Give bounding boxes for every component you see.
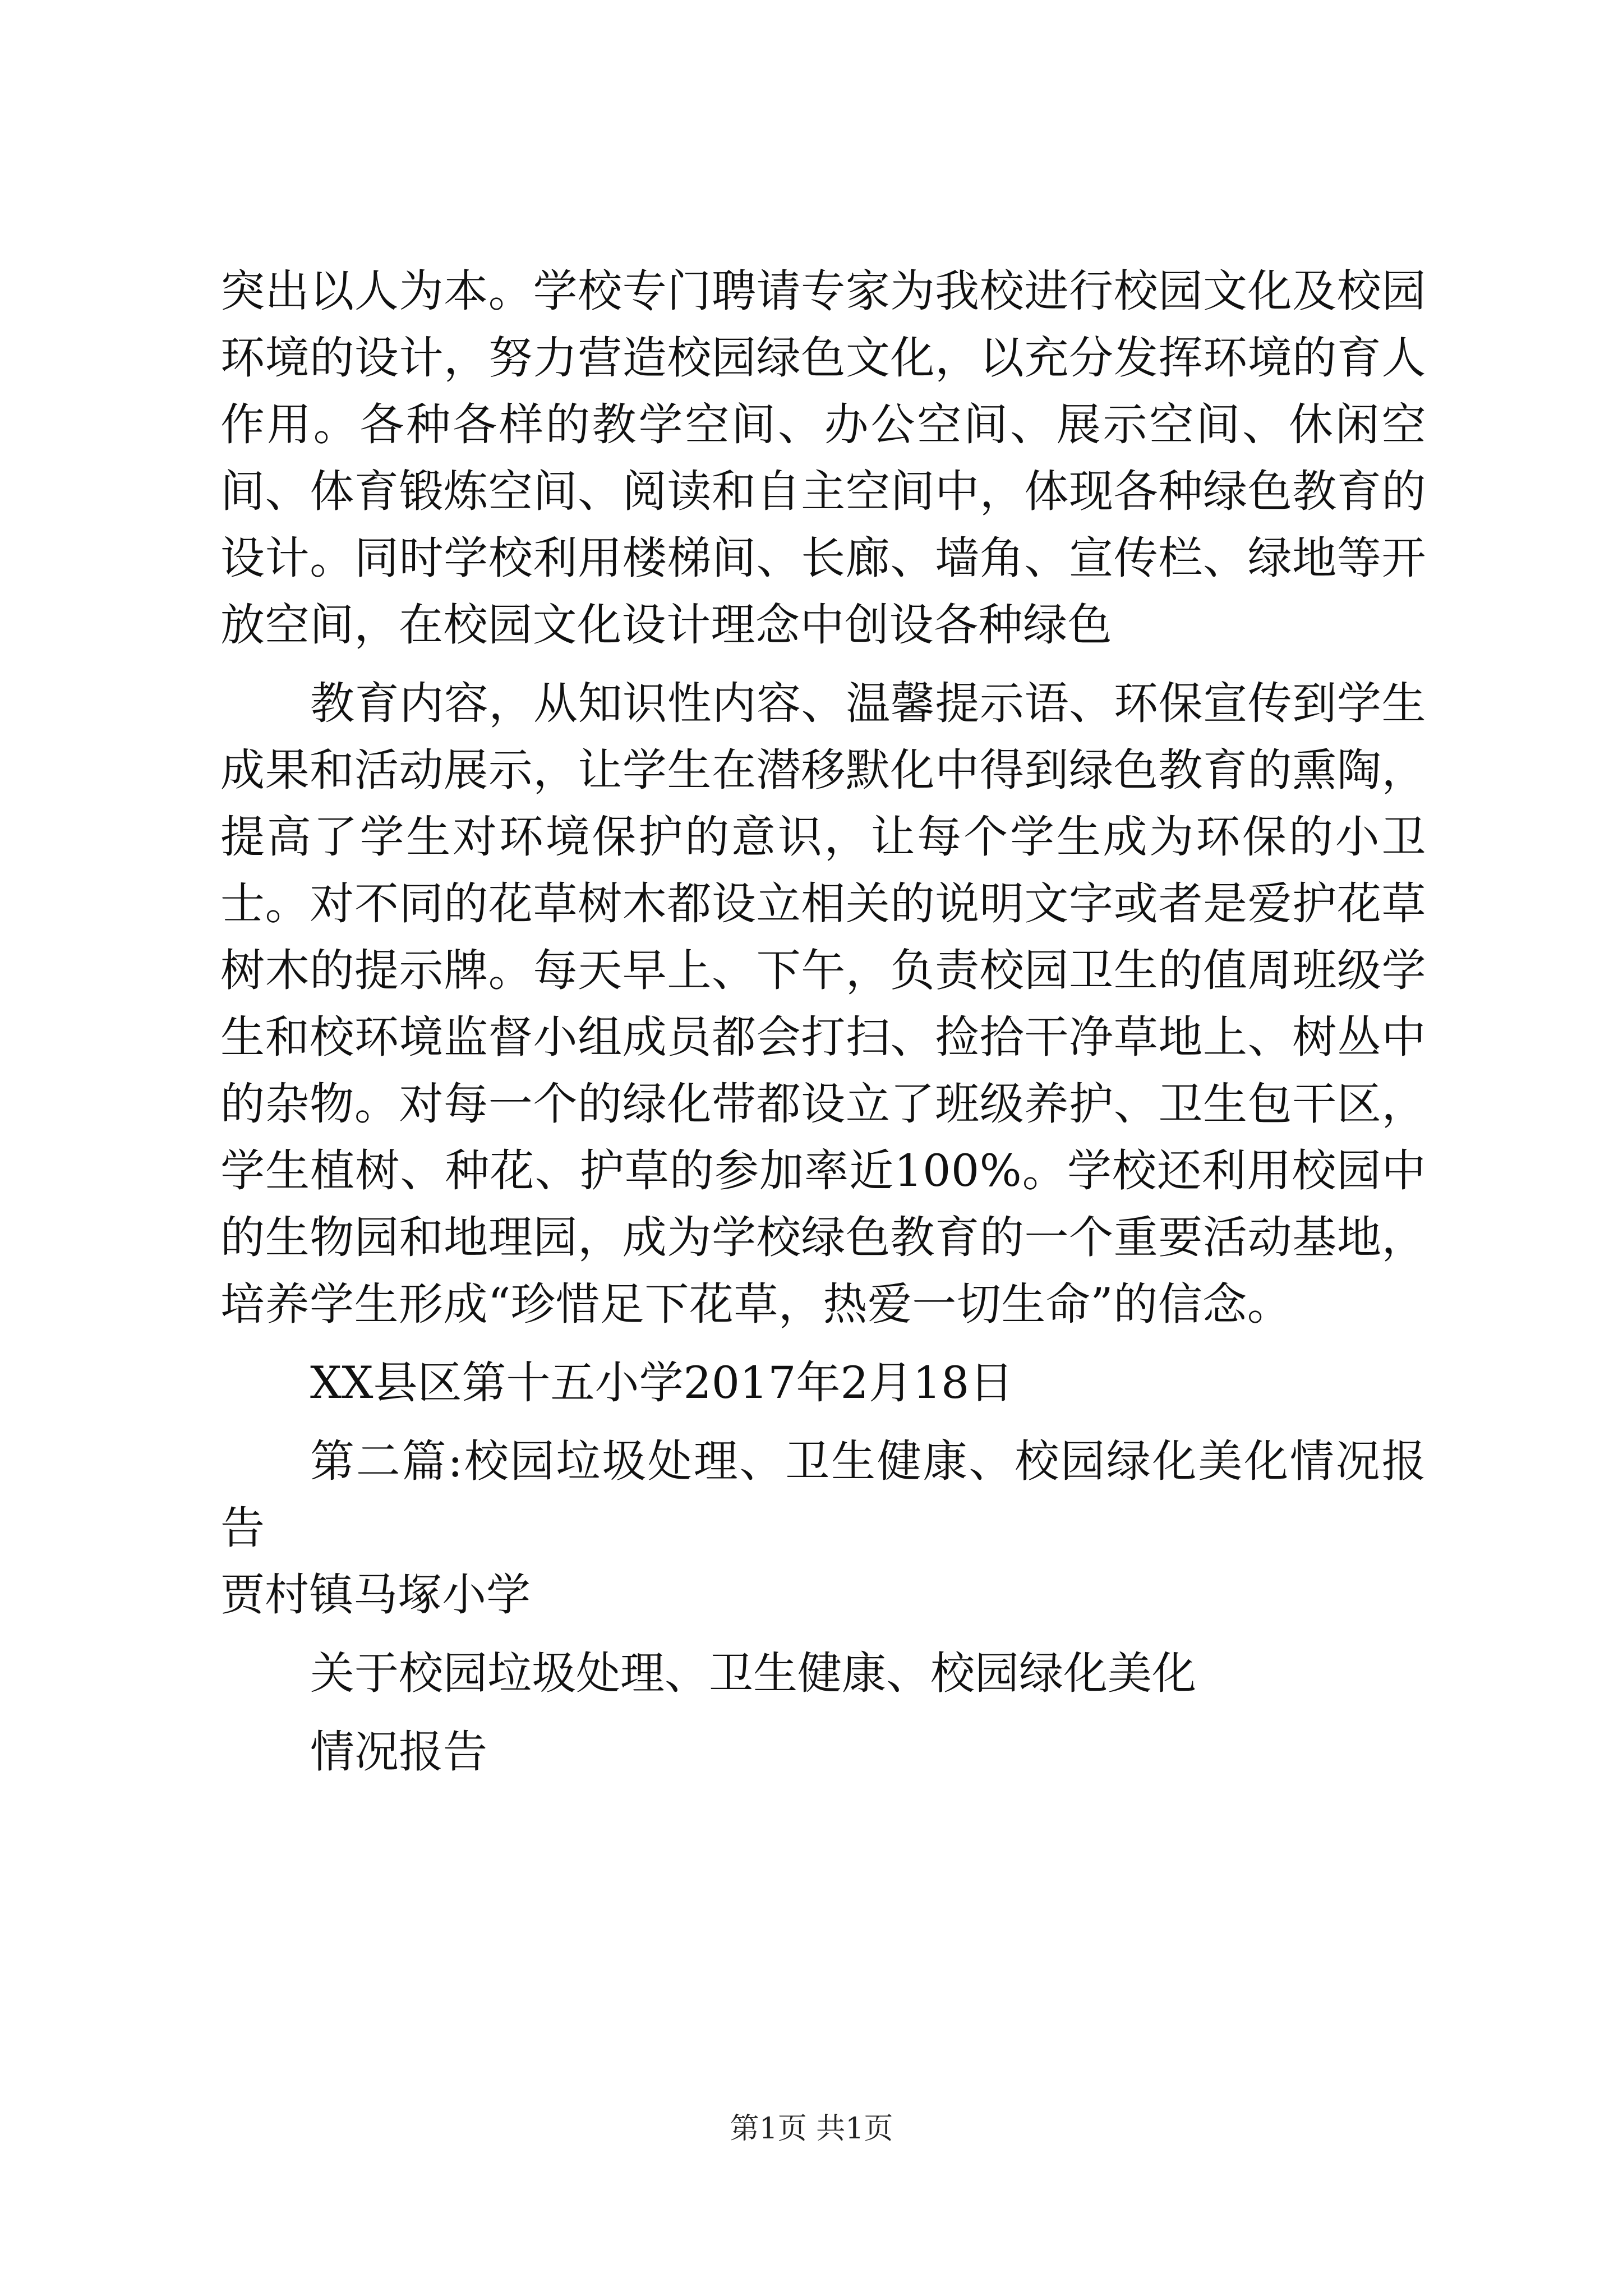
page-footer: 第1页 共1页 bbox=[730, 2112, 893, 2146]
document-body bbox=[220, 258, 1426, 1786]
signature-line: XX县区第十五小学2017年2月18日 bbox=[310, 1357, 1014, 1409]
report-title-line-1: 关于校园垃圾处理、卫生健康、校园绿化美化 bbox=[310, 1648, 1196, 1699]
school-name: 贾村镇马塚小学 bbox=[220, 1569, 531, 1621]
report-title-line-2: 情况报告 bbox=[310, 1726, 487, 1778]
paragraph-1: 突出以人为本。学校专门聘请专家为我校进行校园文化及校园环境的设计，努力营造校园绿色文化，以充分发挥环境的育人作用。各种各样的教学空间、办公空间、展示空间、休闲空间、体育锻炼空间、阅读和自主空间中，体现各种绿色教育的设计。同时学校利用楼梯间、长廊、墙角、宣传栏、绿地等开放空间，在校园文化设计理念中创设各种绿色 bbox=[220, 265, 1426, 651]
second-article-title: 第二篇:校园垃圾处理、卫生健康、校园绿化美化情况报告 bbox=[220, 1435, 1426, 1554]
paragraph-2: 教育内容，从知识性内容、温馨提示语、环保宣传到学生成果和活动展示，让学生在潜移默化中得到绿色教育的熏陶，提高了学生对环境保护的意识，让每个学生成为环保的小卫士。对不同的花草树木都设立相关的说明文字或者是爱护花草树木的提示牌。每天早上、下午，负责校园卫生的值周班级学生和校环境监督小组成员都会打扫、捡拾干净草地上、树丛中的杂物。对每一个的绿化带都设立了班级养护、卫生包干区，学生植树、种花、护草的参加率近100%。学校还利用校园中的生物园和地理园，成为学校绿色教育的一个重要活动基地，培养学生形成“珍惜足下花草，热爱一切生命”的信念。 bbox=[220, 678, 1426, 1330]
